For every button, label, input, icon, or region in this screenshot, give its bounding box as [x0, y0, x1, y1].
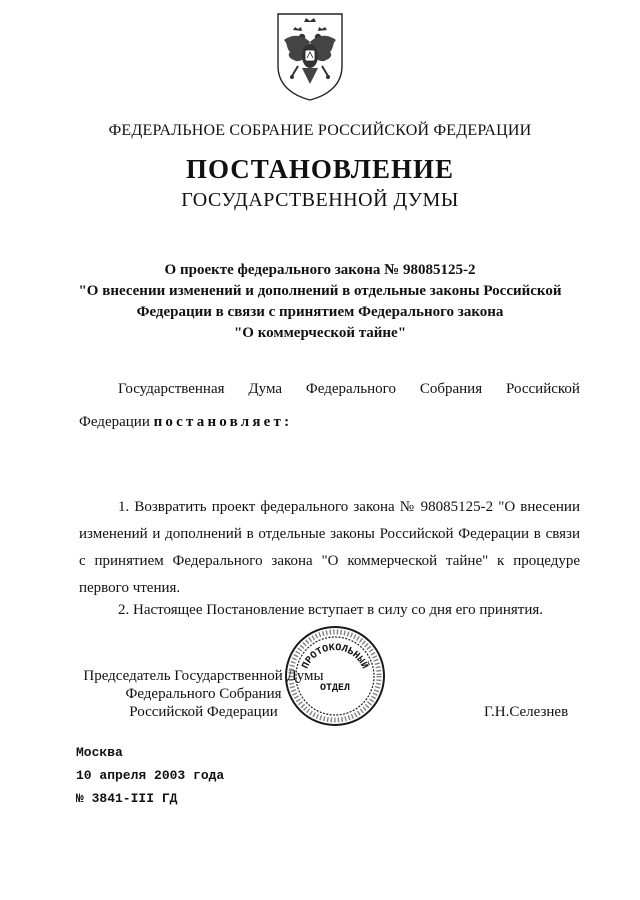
preamble-word: Российской	[506, 381, 580, 397]
issue-date: 10 апреля 2003 года	[76, 768, 225, 783]
document-details	[76, 741, 224, 810]
signatory-title-line: Председатель Государственной Думы	[83, 668, 324, 684]
subject-line: "О внесении изменений и дополнений в отдельные законы Российской	[78, 283, 562, 299]
issuing-body: ГОСУДАРСТВЕННОЙ ДУМЫ	[181, 189, 459, 211]
document-type: ПОСТАНОВЛЕНИЕ	[185, 154, 455, 184]
preamble-word: Федерального	[305, 381, 396, 397]
subject-line: "О коммерческой тайне"	[233, 325, 407, 341]
preamble-line-2	[79, 414, 292, 431]
preamble-word: Собрания	[419, 381, 483, 397]
resolution-item-1: 1. Возвратить проект федерального закона № 98085125-2 "О внесении изменений и дополнений в отдельные законы Российской Федерации в связи с принятием Федерального закона "О коммерческой тайне" к процедуре первого чтения.	[79, 499, 580, 596]
signatory-name: Г.Н.Селезнев	[484, 704, 569, 720]
resolution-subject	[60, 260, 580, 344]
resolution-item-2: 2. Настоящее Постановление вступает в силу со дня его принятия.	[118, 602, 544, 618]
coat-of-arms-icon	[272, 10, 348, 104]
subject-line: Федерации в связи с принятием Федерального закона	[136, 304, 504, 320]
issue-city: Москва	[76, 745, 123, 760]
decision-keyword: постановляет:	[153, 414, 293, 430]
parliament-name: ФЕДЕРАЛЬНОЕ СОБРАНИЕ РОССИЙСКОЙ ФЕДЕРАЦИИ	[108, 122, 532, 139]
document-number: № 3841-III ГД	[76, 791, 178, 806]
signatory-title-line: Федерального Собрания	[125, 686, 282, 702]
stamp-center-text: ОТДЕЛ	[319, 683, 351, 694]
official-seal-stamp	[283, 624, 387, 728]
signatory-title-line: Российской Федерации	[129, 704, 278, 720]
preamble-line-1	[118, 381, 580, 398]
preamble-word: Федерации	[79, 414, 150, 430]
subject-line: О проекте федерального закона № 98085125-2	[164, 262, 476, 278]
stamp-ring-text: ПРОТОКОЛЬНЫЙ	[300, 642, 370, 672]
preamble-word: Государственная	[118, 381, 225, 397]
preamble-word: Дума	[248, 381, 283, 397]
